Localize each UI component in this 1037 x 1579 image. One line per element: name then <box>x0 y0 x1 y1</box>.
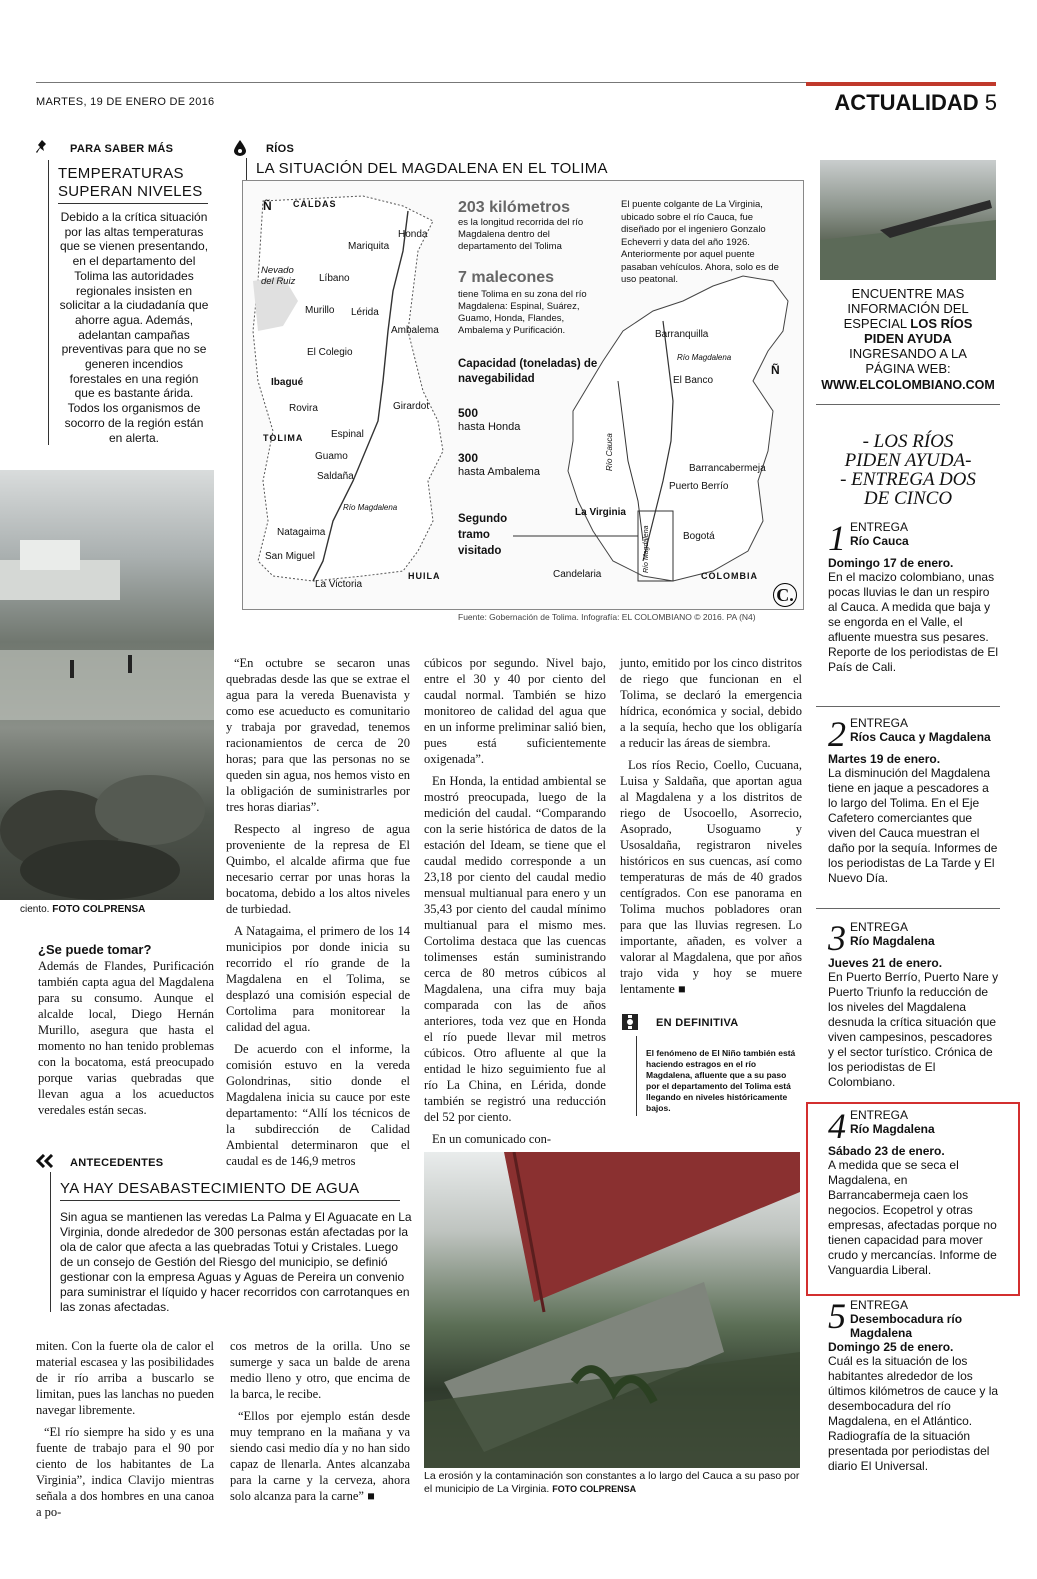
entry-2-body: La disminución del Magdalena tiene en jaque a pescadores a lo largo del Tolima. En el Eje Cafetero comerciantes que viven del Cauca muestran el daño por la sequía. Informes de los periodistas de La Tarde y El Nuevo Día. <box>828 766 998 885</box>
entry-3-river: Río Magdalena <box>850 934 935 948</box>
photo1-caption <box>20 904 145 915</box>
entry-2-date: Martes 19 de enero. <box>828 752 941 766</box>
col-left-body: Además de Flandes, Purificación también capta agua del Magdalena para su consumo. Aunque el alcalde local, Diego Hernán Murillo, asegura que hasta el momento no han tenido problemas con la bocatoma, está preocupado porque varias quebradas que llevan agua a los acueductos veredales están secas. <box>38 959 214 1117</box>
bottom-col1-p2: “El río siempre ha sido y es una fuente de trabajo para el 90 por ciento de los habitantes de La Virginia”, indica Clavijo mientras señala a dos hombres en una canoa a po- <box>36 1425 214 1519</box>
capacity-300: 300 <box>458 451 479 465</box>
section-title <box>834 90 997 116</box>
label-rio-magdalena-right: Río Magdalena <box>677 353 732 362</box>
entry-5 <box>828 1298 1000 1474</box>
entry-4-river: Río Magdalena <box>850 1122 935 1136</box>
infographic-map <box>242 180 804 610</box>
article-column-3 <box>424 655 606 1153</box>
stat-7-malecones: 7 malecones <box>458 269 555 286</box>
label-murillo: Murillo <box>305 305 335 316</box>
entry-3-tag: ENTREGA <box>850 920 909 934</box>
label-honda: Honda <box>398 229 428 240</box>
pin-icon <box>36 140 48 154</box>
stat-7-text: tiene Tolima en su zona del río Magdalena: Espinal, Suárez, Guamo, Honda, Flandes, Ambalema y Purificación. <box>458 289 587 336</box>
antecedentes-title-rule <box>60 1200 400 1201</box>
capacity-500: 500 <box>458 406 479 420</box>
col3-p3: En un comunicado con- <box>432 1132 552 1146</box>
entry-3-date: Jueves 21 de enero. <box>828 956 943 970</box>
infographic-source: Fuente: Gobernación de Tolima. Infografía: EL COLOMBIANO © 2016. PA (N4) <box>458 612 756 622</box>
stat-203-km: 203 kilómetros <box>458 199 571 216</box>
river-photo <box>0 470 214 900</box>
photo1-credit: FOTO COLPRENSA <box>52 904 146 915</box>
label-ambalema: Ambalema <box>391 325 439 336</box>
subhead-se-puede-tomar: ¿Se puede tomar? <box>38 942 152 957</box>
label-el-colegio: El Colegio <box>307 347 353 358</box>
label-bogota: Bogotá <box>683 531 715 542</box>
label-caldas: CALDAS <box>293 199 337 209</box>
entry-3-number: 3 <box>828 918 846 958</box>
label-puerto-berrio: Puerto Berrío <box>669 481 729 492</box>
stat-203-text: es la longitud recorrida del río Magdalena dentro del departamento del Tolima <box>458 217 584 252</box>
entry-5-tag: ENTREGA <box>850 1298 909 1312</box>
entry-1-body: En el macizo colombiano, unas pocas lluvias le dan un respiro al Cauca. A medida que baja y se engorda en el Valle, el afluente muestra sus pesares. Reporte de los periodistas de El País de Cali. <box>828 570 999 674</box>
sidebar-photo <box>820 160 996 280</box>
series-title-3: - ENTREGA DOS <box>840 469 976 490</box>
entry-separator-2 <box>816 908 1000 909</box>
label-rio-magdalena-left: Río Magdalena <box>343 503 398 512</box>
promo-line-4: PIDEN AYUDA <box>864 331 952 346</box>
antecedentes-body: Sin agua se mantienen las veredas La Palma y El Aguacate en La Virginia, donde alrededor de 300 personas están afectadas por la ola de calor que afecta a las quebradas Totui y Cristales. Luego de un consejo de Gestión del Riesgo del municipio, se definió gestionar con la empresa Aguas y Aguas de Pereira un convenio para suministrar el líquido y hacer recorridos con carrotanques en las zonas afectadas. <box>60 1210 412 1314</box>
rios-rule <box>246 158 247 180</box>
entry-separator-1 <box>816 706 1000 707</box>
photo2-caption-text: La erosión y la contaminación son constantes a lo largo del Cauca a su paso por el municipio de La Virginia. <box>424 1470 800 1495</box>
label-mariquita: Mariquita <box>348 241 390 252</box>
rios-label: RÍOS <box>266 143 295 155</box>
label-rio-magdalena-box: Río Magdalena <box>643 525 650 573</box>
promo-block <box>816 286 1000 393</box>
rios-title: LA SITUACIÓN DEL MAGDALENA EN EL TOLIMA <box>256 160 608 177</box>
antecedentes-rule <box>50 1172 51 1312</box>
col4-p1: junto, emitido por los cinco distritos de riego que funcionan en el Tolima, se declaró la emergencia hídrica, económica y social, debido a la sequía, hecho que los obligaría a reducir las áreas de siembra. <box>620 656 802 750</box>
photo2-caption <box>424 1470 804 1496</box>
issue-date: MARTES, 19 DE ENERO DE 2016 <box>36 96 215 108</box>
entry-2-number: 2 <box>828 714 846 754</box>
col2-p1: “En octubre se secaron unas quebradas desde las que se extrae el agua para la vereda Buenavista y como ese acueducto es comunitario y trabaja por gravedad, tenemos racionamientos de cerca de 20 horas; para que las personas no se queden sin agua, nos hemos visto en la obligación de suministrarles por tres horas diarias”. <box>226 656 410 814</box>
series-title-1: - LOS RÍOS <box>862 431 954 452</box>
bottom-col2-p1: cos metros de la orilla. Uno se sumerge y saca un balde de arena medio lleno y otro, que encima de la barca, le recibe. <box>230 1339 410 1401</box>
north-marker-right: Ñ <box>771 363 780 377</box>
label-huila: HUILA <box>408 571 441 581</box>
bottom-end-mark: ■ <box>367 1489 375 1503</box>
col4-p2-wrap <box>620 757 802 997</box>
water-drop-icon <box>234 140 246 156</box>
bottom-col2-p2: “Ellos por ejemplo están desde muy temprano en la mañana y va siendo casi medio día y no han sido capaz de llenarla. Antes alcanzaba para la carne y la cerveza, ahora solo alcanza para la carne” <box>230 1409 410 1503</box>
promo-line-3a: ESPECIAL <box>843 316 907 331</box>
puzzle-icon <box>622 1014 638 1030</box>
entry-1-date: Domingo 17 de enero. <box>828 556 954 570</box>
label-nevado: Nevado del Ruiz <box>261 265 296 287</box>
en-definitiva-label: EN DEFINITIVA <box>656 1017 739 1029</box>
label-libano: Líbano <box>319 273 350 284</box>
series-title <box>816 432 1000 508</box>
col2-p3: A Natagaima, el primero de los 14 municipios por donde inicia su recorrido el río grande de la Magdalena en el Tolima, se desplazó una comisión especial de Cortolima para monitorear la calidad del agua. <box>226 924 410 1034</box>
para-saber-mas-label: PARA SABER MÁS <box>70 143 174 155</box>
article-column-4 <box>620 655 802 1003</box>
entry-1-tag: ENTREGA <box>850 520 909 534</box>
promo-url[interactable]: WWW.ELCOLOMBIANO.COM <box>821 378 995 392</box>
label-rovira: Rovira <box>289 403 318 414</box>
bottom-column-1 <box>36 1338 214 1526</box>
entry-4-body: A medida que se seca el Magdalena, en Barrancabermeja caen los negocios. Ecopetrol y otras empresas, afectadas porque no tienen capacidad para mover crudo y mercancías. Informe de Vanguardia Liberal. <box>828 1158 997 1277</box>
entry-4-number: 4 <box>828 1106 846 1146</box>
label-rio-cauca: Río Cauca <box>605 433 614 471</box>
entry-1-number: 1 <box>828 518 846 558</box>
page-number: 5 <box>984 90 997 115</box>
label-la-virginia: La Virginia <box>575 507 626 518</box>
bridge-erosion-photo <box>424 1152 800 1468</box>
label-tolima: TOLIMA <box>263 433 304 443</box>
title-rule <box>58 203 208 204</box>
entry-4 <box>828 1108 1002 1278</box>
entry-1-river: Río Cauca <box>850 534 909 548</box>
para-saber-mas-title: TEMPERATURAS SUPERAN NIVELES <box>58 165 203 200</box>
label-colombia: COLOMBIA <box>701 571 758 581</box>
label-ibague: Ibagué <box>271 377 304 388</box>
entry-2-tag: ENTREGA <box>850 716 909 730</box>
label-el-banco: El Banco <box>673 375 714 386</box>
col4-p2: Los ríos Recio, Coello, Cucuana, Luisa y Saldaña, que aportan agua al Magdalena y a los distritos de riego de Usocoello, Asorrecio, Asoprado, Usoguamo y Usosaldaña, registraron niveles históricos en sus cuencas, así como temperaturas de más de 40 grados centígrados. Con ese panorama en Tolima muchos pobladores oran para que las lluvias regresen. Lo importante, añaden, es volver a valorar al Magdalena, que por años trajo vida y hoy se muere lentamente <box>620 758 802 996</box>
label-candelaria: Candelaria <box>553 569 602 580</box>
promo-line-6: PÁGINA WEB: <box>865 361 951 376</box>
sidebar-rule <box>816 404 1000 405</box>
antecedentes-label: ANTECEDENTES <box>70 1157 164 1169</box>
label-lerida: Lérida <box>351 307 379 318</box>
col3-p1: cúbicos por segundo. Nivel bajo, entre el 30 y 40 por ciento del caudal normal. También se hizo monitoreo de calidad del agua que en un informe preliminar salió bien, pues está suficientemente oxigenada”. <box>424 656 606 766</box>
entry-2-river: Ríos Cauca y Magdalena <box>850 730 991 744</box>
entry-1 <box>828 520 1000 675</box>
north-marker-left: Ñ <box>263 199 272 213</box>
entry-5-number: 5 <box>828 1296 846 1336</box>
photo2-credit: FOTO COLPRENSA <box>552 1484 637 1494</box>
label-saldana: Saldaña <box>317 471 354 482</box>
bottom-column-2 <box>230 1338 410 1510</box>
entry-3 <box>828 920 1000 1090</box>
capacity-500-place: hasta Honda <box>458 421 521 433</box>
entry-2 <box>828 716 1000 886</box>
promo-line-3 <box>816 316 1000 331</box>
col2-p2: Respecto al ingreso de agua proveniente de la represa de El Quimbo, el alcalde afirma que fue necesario cerrar por unas horas la bocatoma, debido a los altos niveles de turbiedad. <box>226 822 410 916</box>
entry-3-body: En Puerto Berrío, Puerto Nare y Puerto Triunfo la reducción de los niveles del Magdalena desnuda la crítica situación que viven campesinos, pescadores y el sector turístico. Crónica de los periodistas de El Colombiano. <box>828 970 999 1089</box>
end-mark: ■ <box>677 982 686 996</box>
label-san-miguel: San Miguel <box>265 551 316 562</box>
series-title-2: PIDEN AYUDA- <box>844 450 972 471</box>
en-definitiva-body: El fenómeno de El Niño también está haciendo estragos en el río Magdalena, afluente que a su paso por el departamento del Tolima está llegando en niveles históricamente bajos. <box>646 1048 796 1113</box>
label-guamo: Guamo <box>315 451 348 462</box>
section-accent-bar <box>806 82 996 86</box>
entry-5-river: Desembocadura río Magdalena <box>850 1312 963 1340</box>
col2-p4: De acuerdo con el informe, la comisión estuvo en la vereda Golondrinas, sitio donde el Magdalena inicia su cauce por este departamento: “Allí los técnicos de la subdirección de Calidad Ambiental determinaron que el caudal es de 146,9 metros <box>226 1042 410 1168</box>
article-column-2 <box>226 655 410 1175</box>
capacity-title: Capacidad (toneladas) de navegabilidad <box>458 358 598 385</box>
photo1-caption-text: ciento. <box>20 904 50 915</box>
entry-5-body: Cuál es la situación de los habitantes alrededor de los últimos kilómetros de cauce y la desembocadura del río Magdalena, en el Atlántico. Radiografía de la situación presentada por periodistas del diario El Universal. <box>828 1354 999 1473</box>
promo-line-2: INFORMACIÓN DEL <box>847 301 969 316</box>
col3-p2: En Honda, la entidad ambiental se mostró preocupada, luego de la medición del caudal. “Comparando con la serie histórica de datos de la estación del Ideam, se tiene que el caudal medido corresponde a un 23,18 por ciento del caudal medio mensual multianual para enero y un 35,43 por ciento del caudal mínimo multianual para el mismo mes. Cortolima destaca que las cuencas tolimenses están suministrando cerca de 80 metros cúbicos al Magdalena, una cifra muy baja comparada con las de años anteriores, toda vez que en Honda el río puede llevar mil metros cúbicos. Otro afluente al que la entidad le hizo seguimiento fue al río La China, en Lérida, donde también se registró una reducción del 52 por ciento. <box>424 774 606 1124</box>
entry-4-date: Sábado 23 de enero. <box>828 1144 945 1158</box>
label-natagaima: Natagaima <box>277 527 326 538</box>
bottom-col1-p1: miten. Con la fuerte ola de calor el material escasea y las posibilidades de ir río arriba a buscarlo se limitan, pues las lanchas no pueden navegar libremente. <box>36 1339 214 1417</box>
capacity-300-place: hasta Ambalema <box>458 466 540 478</box>
label-girardot: Girardot <box>393 401 430 412</box>
definitiva-rule <box>636 1036 637 1116</box>
second-leg-label: Segundo tramo visitado <box>458 513 508 557</box>
para-saber-mas-body: Debido a la crítica situación por las altas temperaturas que se vienen presentando, en el departamento del Tolima las autoridades regionales insisten en solicitar a la ciudadanía que ahorre agua. Además, adelantan campañas preventivas para que no se generen incendios forestales en una región que es bastante árida. Todos los organismos de socorro de la región están en alerta. <box>59 210 209 445</box>
bridge-note: El puente colgante de La Virginia, ubicado sobre el río Cauca, fue diseñado por el ingeniero Gonzalo Echeverri y data del año 1926. Anteriormente por aquel puente pasaban vehículos. Ahora, solo es de uso peatonal. <box>621 199 779 285</box>
box-rule <box>48 160 49 445</box>
label-la-victoria: La Victoria <box>315 579 363 590</box>
promo-line-1: ENCUENTRE MAS <box>851 286 965 301</box>
entry-4-tag: ENTREGA <box>850 1108 909 1122</box>
colombiano-logo: C. <box>773 583 797 607</box>
entry-5-date: Domingo 25 de enero. <box>828 1340 954 1354</box>
promo-line-3b: LOS RÍOS <box>910 316 973 331</box>
label-espinal: Espinal <box>331 429 364 440</box>
label-barrancabermeja: Barrancabermeja <box>689 463 766 474</box>
label-barranquilla: Barranquilla <box>655 329 709 340</box>
series-title-4: DE CINCO <box>863 488 953 509</box>
bottom-col2-p2-wrap <box>230 1408 410 1504</box>
antecedentes-title: YA HAY DESABASTECIMIENTO DE AGUA <box>60 1180 360 1197</box>
double-chevron-icon <box>36 1154 58 1168</box>
promo-line-5: INGRESANDO A LA <box>849 346 967 361</box>
section-name: ACTUALIDAD <box>834 90 979 115</box>
